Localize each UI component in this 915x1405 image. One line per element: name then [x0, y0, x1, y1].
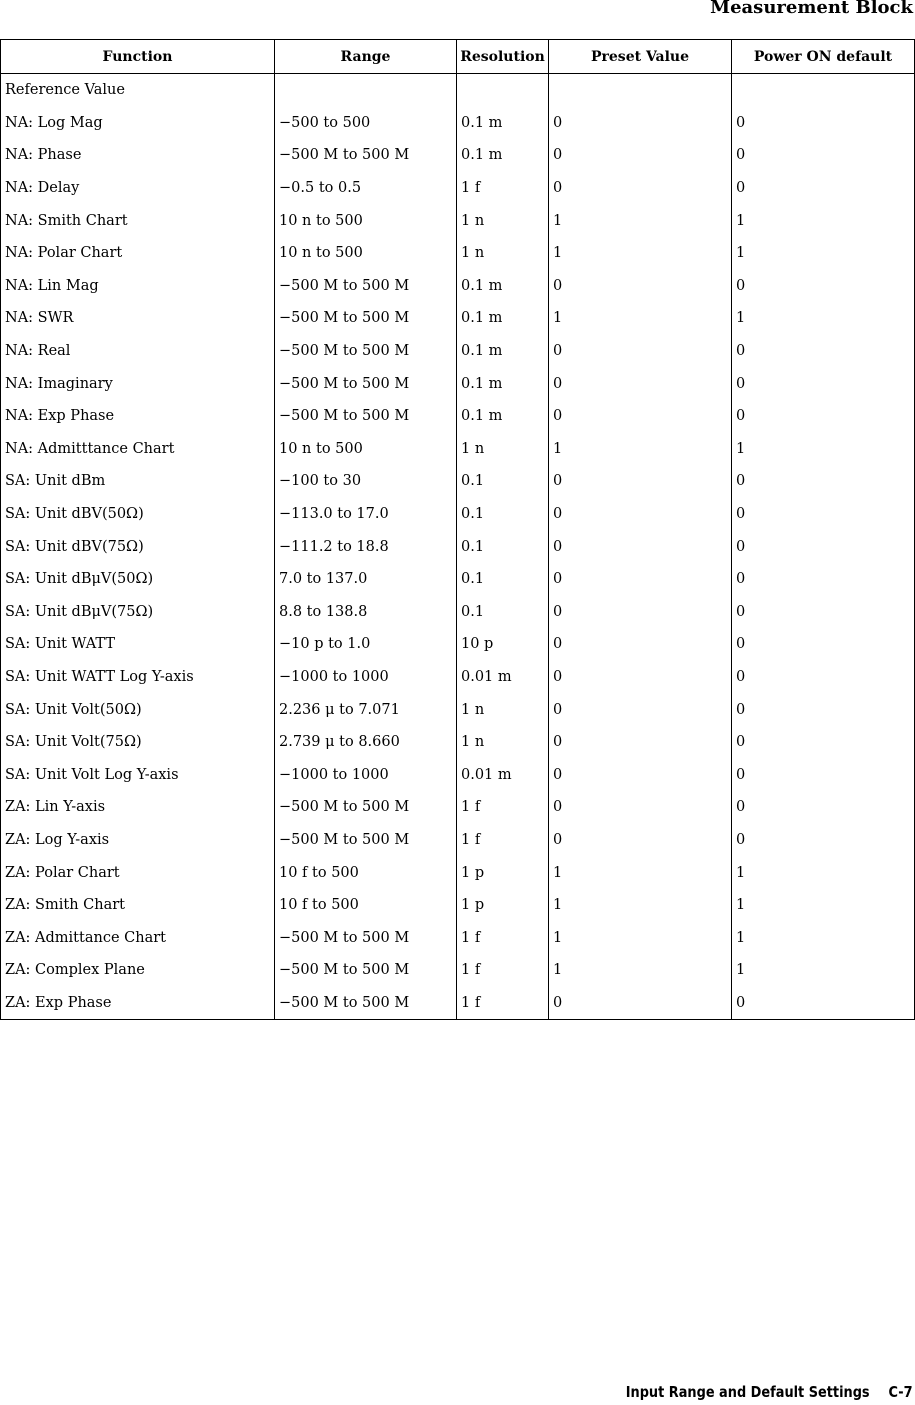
cell-resolution: 1 n	[457, 433, 549, 466]
cell-power-on-default: 0	[732, 107, 915, 140]
cell-resolution: 0.01 m	[457, 758, 549, 791]
cell-function: SA: Unit WATT	[1, 628, 275, 661]
page-number: C-7	[888, 1383, 913, 1401]
table-row	[1, 465, 915, 498]
cell-resolution: 1 f	[457, 921, 549, 954]
table-row	[1, 335, 915, 368]
table-row	[1, 954, 915, 987]
cell-range: 10 n to 500	[275, 433, 457, 466]
cell-power-on-default: 0	[732, 596, 915, 629]
cell-preset-value: 0	[549, 400, 732, 433]
cell-resolution: 0.1	[457, 498, 549, 531]
cell-function: SA: Unit WATT Log Y-axis	[1, 661, 275, 694]
cell-range: −500 M to 500 M	[275, 270, 457, 303]
cell-preset-value: 0	[549, 791, 732, 824]
table-row	[1, 237, 915, 270]
cell-preset-value: 0	[549, 693, 732, 726]
cell-resolution: 1 n	[457, 237, 549, 270]
cell-resolution: 1 n	[457, 204, 549, 237]
cell-resolution: 0.1 m	[457, 139, 549, 172]
cell-resolution: 1 p	[457, 856, 549, 889]
cell-function: NA: Phase	[1, 139, 275, 172]
cell-resolution: 1 f	[457, 172, 549, 205]
cell-resolution: 0.1	[457, 563, 549, 596]
cell-range: −500 M to 500 M	[275, 954, 457, 987]
header-preset-value: Preset Value	[549, 40, 732, 74]
cell-resolution: 0.1 m	[457, 107, 549, 140]
cell-range: 10 f to 500	[275, 889, 457, 922]
cell-function: NA: Imaginary	[1, 367, 275, 400]
header-resolution: Resolution	[457, 40, 549, 74]
cell-range: 2.739 μ to 8.660	[275, 726, 457, 759]
table-row	[1, 791, 915, 824]
cell-range: −1000 to 1000	[275, 758, 457, 791]
cell-power-on-default: 1	[732, 889, 915, 922]
cell-power-on-default: 0	[732, 987, 915, 1020]
cell-power-on-default: 0	[732, 530, 915, 563]
cell-power-on-default: 0	[732, 465, 915, 498]
cell-range: 7.0 to 137.0	[275, 563, 457, 596]
header-power-on-default: Power ON default	[732, 40, 915, 74]
cell-preset-value: 0	[549, 758, 732, 791]
cell-range: −500 M to 500 M	[275, 791, 457, 824]
cell-preset-value: 0	[549, 628, 732, 661]
cell-function: SA: Unit dBm	[1, 465, 275, 498]
cell-preset-value: 0	[549, 726, 732, 759]
table-row	[1, 661, 915, 694]
cell-range: −500 M to 500 M	[275, 921, 457, 954]
cell-range: 8.8 to 138.8	[275, 596, 457, 629]
cell-function: ZA: Lin Y-axis	[1, 791, 275, 824]
cell-function: NA: Log Mag	[1, 107, 275, 140]
cell-power-on-default: 0	[732, 139, 915, 172]
cell-range: −0.5 to 0.5	[275, 172, 457, 205]
cell-resolution: 0.1 m	[457, 400, 549, 433]
cell-power-on-default: 0	[732, 270, 915, 303]
cell-preset-value: 0	[549, 987, 732, 1020]
table-row	[1, 889, 915, 922]
cell-preset-value: 0	[549, 596, 732, 629]
cell-function: SA: Unit Volt Log Y-axis	[1, 758, 275, 791]
header-range: Range	[275, 40, 457, 74]
cell-resolution: 10 p	[457, 628, 549, 661]
cell-resolution: 0.1 m	[457, 367, 549, 400]
cell-range: −500 M to 500 M	[275, 367, 457, 400]
table-row	[1, 107, 915, 140]
cell-function: NA: Admitttance Chart	[1, 433, 275, 466]
table-row	[1, 270, 915, 303]
cell-resolution: 1 f	[457, 987, 549, 1020]
cell-function: NA: Real	[1, 335, 275, 368]
cell-power-on-default: 0	[732, 661, 915, 694]
cell-function: SA: Unit Volt(50Ω)	[1, 693, 275, 726]
cell-preset-value: 1	[549, 302, 732, 335]
cell-preset-value: 1	[549, 237, 732, 270]
cell-range: −500 M to 500 M	[275, 400, 457, 433]
cell-function: SA: Unit dBμV(50Ω)	[1, 563, 275, 596]
cell-function: ZA: Smith Chart	[1, 889, 275, 922]
cell-resolution: 0.01 m	[457, 661, 549, 694]
cell-range: −500 M to 500 M	[275, 302, 457, 335]
table-row	[1, 139, 915, 172]
table-row	[1, 302, 915, 335]
cell-power-on-default: 1	[732, 302, 915, 335]
cell-function: NA: Exp Phase	[1, 400, 275, 433]
cell-preset-value: 0	[549, 498, 732, 531]
cell-power-on-default: 0	[732, 758, 915, 791]
cell-preset-value: 1	[549, 204, 732, 237]
cell-function: ZA: Exp Phase	[1, 987, 275, 1020]
cell-power-on-default: 0	[732, 172, 915, 205]
table-row	[1, 172, 915, 205]
table-row	[1, 204, 915, 237]
cell-resolution: 0.1	[457, 465, 549, 498]
cell-preset-value: 1	[549, 856, 732, 889]
cell-resolution: 0.1	[457, 596, 549, 629]
cell-preset-value: 1	[549, 954, 732, 987]
cell-resolution: 1 f	[457, 954, 549, 987]
cell-range: −500 M to 500 M	[275, 824, 457, 857]
cell-power-on-default: 0	[732, 367, 915, 400]
table-row	[1, 856, 915, 889]
cell-function: NA: Smith Chart	[1, 204, 275, 237]
cell-function: SA: Unit dBV(50Ω)	[1, 498, 275, 531]
cell-range: −1000 to 1000	[275, 661, 457, 694]
cell-preset-value: 0	[549, 335, 732, 368]
cell-range: 10 f to 500	[275, 856, 457, 889]
table-row	[1, 758, 915, 791]
table-row	[1, 824, 915, 857]
cell-resolution: 0.1 m	[457, 335, 549, 368]
table-row	[1, 921, 915, 954]
cell-function: ZA: Admittance Chart	[1, 921, 275, 954]
cell-resolution: 0.1 m	[457, 270, 549, 303]
cell-resolution: 1 n	[457, 693, 549, 726]
cell-range: −500 to 500	[275, 107, 457, 140]
table-row	[1, 596, 915, 629]
cell-preset-value: 0	[549, 172, 732, 205]
cell-power-on-default: 1	[732, 433, 915, 466]
cell-preset-value: 0	[549, 107, 732, 140]
table-row	[1, 726, 915, 759]
header-function: Function	[1, 40, 275, 74]
cell-range: 2.236 μ to 7.071	[275, 693, 457, 726]
cell-preset-value: 0	[549, 824, 732, 857]
cell-function: SA: Unit dBμV(75Ω)	[1, 596, 275, 629]
group-row	[1, 74, 915, 107]
group-label: Reference Value	[1, 74, 275, 107]
cell-preset-value: 1	[549, 433, 732, 466]
cell-function: SA: Unit dBV(75Ω)	[1, 530, 275, 563]
table-row	[1, 367, 915, 400]
cell-power-on-default: 1	[732, 954, 915, 987]
chapter-title: Input Range and Default Settings	[626, 1383, 870, 1401]
cell-range: 10 n to 500	[275, 204, 457, 237]
cell-range: −100 to 30	[275, 465, 457, 498]
table-row	[1, 400, 915, 433]
cell-power-on-default: 1	[732, 856, 915, 889]
cell-resolution: 0.1 m	[457, 302, 549, 335]
cell-power-on-default: 0	[732, 824, 915, 857]
cell-function: NA: Lin Mag	[1, 270, 275, 303]
cell-resolution: 1 f	[457, 791, 549, 824]
cell-function: NA: SWR	[1, 302, 275, 335]
cell-preset-value: 0	[549, 530, 732, 563]
cell-preset-value: 0	[549, 270, 732, 303]
table-row	[1, 498, 915, 531]
measurement-block-table	[0, 39, 915, 1020]
cell-function: NA: Polar Chart	[1, 237, 275, 270]
cell-power-on-default: 1	[732, 204, 915, 237]
cell-power-on-default: 0	[732, 791, 915, 824]
cell-power-on-default: 0	[732, 335, 915, 368]
cell-range: −500 M to 500 M	[275, 335, 457, 368]
cell-preset-value: 0	[549, 465, 732, 498]
cell-range: 10 n to 500	[275, 237, 457, 270]
cell-power-on-default: 0	[732, 726, 915, 759]
cell-power-on-default: 0	[732, 693, 915, 726]
cell-function: ZA: Complex Plane	[1, 954, 275, 987]
cell-range: −111.2 to 18.8	[275, 530, 457, 563]
table-row	[1, 563, 915, 596]
cell-power-on-default: 1	[732, 237, 915, 270]
cell-resolution: 1 p	[457, 889, 549, 922]
cell-function: ZA: Log Y-axis	[1, 824, 275, 857]
table-row	[1, 433, 915, 466]
page-footer	[626, 1383, 913, 1401]
cell-range: −500 M to 500 M	[275, 139, 457, 172]
cell-range: −500 M to 500 M	[275, 987, 457, 1020]
table-row	[1, 693, 915, 726]
table-row	[1, 987, 915, 1020]
cell-resolution: 0.1	[457, 530, 549, 563]
section-title: Measurement Block	[710, 0, 913, 18]
cell-power-on-default: 0	[732, 563, 915, 596]
cell-preset-value: 0	[549, 139, 732, 172]
cell-power-on-default: 1	[732, 921, 915, 954]
cell-range: −10 p to 1.0	[275, 628, 457, 661]
cell-preset-value: 0	[549, 661, 732, 694]
cell-resolution: 1 f	[457, 824, 549, 857]
cell-power-on-default: 0	[732, 498, 915, 531]
cell-preset-value: 1	[549, 889, 732, 922]
cell-range: −113.0 to 17.0	[275, 498, 457, 531]
cell-power-on-default: 0	[732, 400, 915, 433]
cell-preset-value: 0	[549, 563, 732, 596]
cell-preset-value: 0	[549, 367, 732, 400]
cell-function: ZA: Polar Chart	[1, 856, 275, 889]
cell-function: SA: Unit Volt(75Ω)	[1, 726, 275, 759]
table-row	[1, 628, 915, 661]
table-header-row	[1, 40, 915, 74]
cell-preset-value: 1	[549, 921, 732, 954]
table-row	[1, 530, 915, 563]
cell-power-on-default: 0	[732, 628, 915, 661]
cell-function: NA: Delay	[1, 172, 275, 205]
cell-resolution: 1 n	[457, 726, 549, 759]
